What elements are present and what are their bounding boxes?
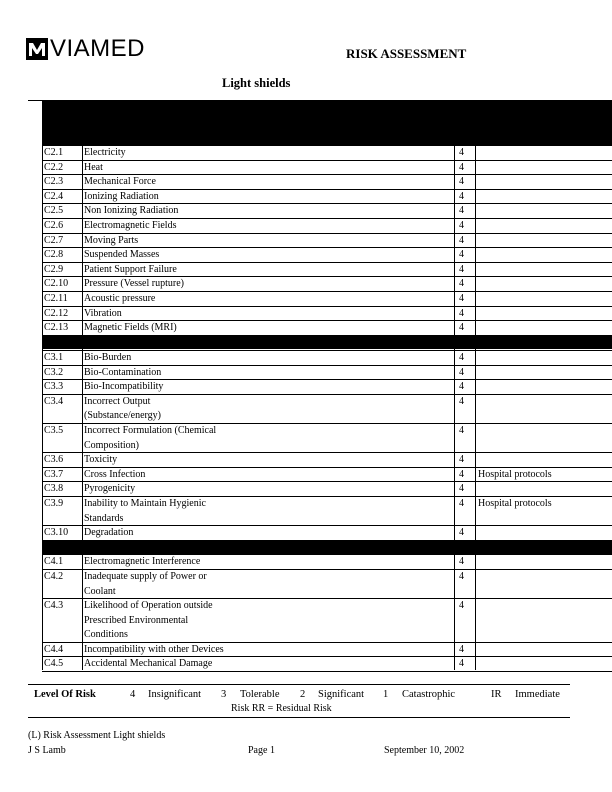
- company-logo: [26, 36, 145, 62]
- legend-num: 1: [383, 689, 389, 700]
- table-row-rule: [42, 671, 612, 672]
- risk-level: 4: [459, 278, 464, 290]
- hazard-description: Bio-Incompatibility: [84, 381, 164, 393]
- risk-level: 4: [459, 643, 464, 655]
- risk-level: 4: [459, 468, 464, 480]
- hazard-description: (Substance/energy): [84, 410, 162, 422]
- table-header-band: [42, 100, 612, 145]
- legend-top-rule: [28, 684, 570, 685]
- hazard-code: C2.9: [44, 263, 64, 275]
- hazard-code: C3.7: [44, 468, 64, 480]
- logo-mark-icon: [26, 38, 48, 60]
- table-row-rule: [42, 145, 612, 146]
- legend-text: Significant: [318, 689, 365, 700]
- risk-level: 4: [459, 395, 464, 407]
- legend-ir-text: Immediate: [515, 689, 560, 700]
- legend-text: Tolerable: [240, 689, 280, 700]
- table-border-left: [42, 145, 43, 670]
- hazard-code: C2.5: [44, 205, 64, 217]
- hazard-description: Incorrect Output: [84, 395, 151, 407]
- hazard-description: Standards: [84, 512, 124, 524]
- hazard-code: C3.2: [44, 366, 64, 378]
- hazard-code: C2.7: [44, 234, 64, 246]
- legend-num: 3: [221, 689, 227, 700]
- section-divider-band: [42, 336, 612, 349]
- risk-level: 4: [459, 249, 464, 261]
- legend-text: Insignificant: [148, 689, 202, 700]
- hazard-description: Vibration: [84, 307, 122, 319]
- legend-ir-code: IR: [491, 689, 502, 700]
- hazard-description: Prescribed Environmental: [84, 614, 189, 626]
- hazard-description: Incorrect Formulation (Chemical: [84, 425, 217, 436]
- legend-label: Level Of Risk: [34, 689, 96, 700]
- section-divider-band: [42, 541, 612, 554]
- logo-text: VIAMED: [50, 35, 146, 62]
- hazard-description: Heat: [84, 161, 103, 173]
- hazard-code: C2.13: [44, 322, 69, 334]
- table-column-rule: [475, 145, 476, 670]
- hazard-description: Coolant: [84, 585, 116, 597]
- hazard-description: Degradation: [84, 527, 134, 539]
- hazard-description: Mechanical Force: [84, 176, 156, 188]
- hazard-code: C3.5: [44, 425, 64, 436]
- hazard-code: C4.2: [44, 571, 64, 582]
- hazard-code: C3.10: [44, 527, 69, 539]
- hazard-code: C3.6: [44, 454, 64, 466]
- table-row-rule: [42, 160, 612, 161]
- risk-level: 4: [459, 234, 464, 246]
- hazard-description: Bio-Burden: [84, 352, 132, 363]
- risk-level: 4: [459, 498, 464, 509]
- document-title: RISK ASSESSMENT: [346, 46, 467, 61]
- hazard-code: C3.1: [44, 352, 64, 363]
- legend-line2: Risk RR = Residual Risk: [231, 703, 332, 714]
- hazard-description: Accidental Mechanical Damage: [84, 658, 213, 670]
- footer-author: J S Lamb: [28, 745, 66, 756]
- table-column-rule: [454, 145, 455, 670]
- risk-level: 4: [459, 263, 464, 275]
- hazard-code: C3.8: [44, 483, 64, 495]
- hazard-code: C3.4: [44, 395, 64, 407]
- hazard-description: Pressure (Vessel rupture): [84, 278, 184, 290]
- hazard-description: Likelihood of Operation outside: [84, 600, 213, 612]
- hazard-description: Patient Support Failure: [84, 263, 177, 275]
- legend-text: Catastrophic: [402, 689, 456, 700]
- risk-level: 4: [459, 658, 464, 670]
- hazard-code: C4.5: [44, 658, 64, 670]
- hazard-code: C3.9: [44, 498, 64, 509]
- risk-level: 4: [459, 176, 464, 188]
- risk-level: 4: [459, 483, 464, 495]
- hazard-code: C2.6: [44, 220, 64, 231]
- hazard-description: Moving Parts: [84, 234, 139, 246]
- hazard-description: Electromagnetic Interference: [84, 556, 201, 568]
- table-row-rule: [42, 335, 612, 336]
- risk-level: 4: [459, 322, 464, 334]
- hazard-description: Incompatibility with other Devices: [84, 643, 224, 655]
- hazard-code: C2.10: [44, 278, 69, 290]
- hazard-code: C2.2: [44, 161, 64, 173]
- hazard-description: Inadequate supply of Power or: [84, 571, 207, 582]
- risk-level: 4: [459, 425, 464, 436]
- risk-level: 4: [459, 352, 464, 363]
- risk-level: 4: [459, 220, 464, 231]
- risk-level: 4: [459, 571, 464, 582]
- legend-bottom-rule: [28, 717, 570, 718]
- hazard-code: C4.3: [44, 600, 64, 612]
- risk-level: 4: [459, 366, 464, 378]
- hazard-description: Suspended Masses: [84, 249, 160, 261]
- hazard-description: Bio-Contamination: [84, 366, 162, 378]
- hazard-code: C2.3: [44, 176, 64, 188]
- risk-level: 4: [459, 527, 464, 539]
- footer-page: Page 1: [248, 745, 275, 756]
- hazard-description: Cross Infection: [84, 468, 146, 480]
- risk-level: 4: [459, 190, 464, 202]
- risk-level: 4: [459, 600, 464, 612]
- control-measure: Hospital protocols: [478, 468, 552, 480]
- hazard-code: C2.1: [44, 147, 64, 158]
- risk-level: 4: [459, 147, 464, 158]
- hazard-description: Ionizing Radiation: [84, 190, 159, 202]
- hazard-code: C2.8: [44, 249, 64, 261]
- hazard-description: Inability to Maintain Hygienic: [84, 498, 206, 509]
- hazard-code: C3.3: [44, 381, 64, 393]
- table-row-rule: [42, 452, 612, 453]
- hazard-code: C4.1: [44, 556, 64, 568]
- hazard-code: C2.12: [44, 307, 69, 319]
- hazard-description: Electricity: [84, 147, 126, 158]
- legend-num: 2: [300, 689, 306, 700]
- hazard-description: Magnetic Fields (MRI): [84, 322, 177, 334]
- hazard-description: Non Ionizing Radiation: [84, 205, 179, 217]
- table-row-rule: [42, 540, 612, 541]
- hazard-description: Toxicity: [84, 454, 118, 466]
- hazard-description: Conditions: [84, 629, 128, 641]
- hazard-description: Composition): [84, 439, 140, 451]
- hazard-description: Electromagnetic Fields: [84, 220, 177, 231]
- footer-date: September 10, 2002: [384, 745, 465, 756]
- hazard-description: Pyrogenicity: [84, 483, 136, 495]
- risk-level: 4: [459, 381, 464, 393]
- table-column-rule: [82, 145, 83, 670]
- risk-level: 4: [459, 307, 464, 319]
- hazard-code: C2.4: [44, 190, 64, 202]
- control-measure: Hospital protocols: [478, 498, 552, 509]
- hazard-code: C4.4: [44, 643, 64, 655]
- footer-doc-ref: (L) Risk Assessment Light shields: [28, 730, 166, 741]
- legend-num: 4: [130, 689, 136, 700]
- hazard-description: Acoustic pressure: [84, 293, 156, 304]
- table-row-rule: [42, 306, 612, 307]
- risk-level: 4: [459, 454, 464, 466]
- document-subtitle: Light shields: [222, 76, 291, 90]
- risk-level: 4: [459, 556, 464, 568]
- hazard-code: C2.11: [44, 293, 68, 304]
- risk-level: 4: [459, 161, 464, 173]
- risk-level: 4: [459, 293, 464, 304]
- risk-level: 4: [459, 205, 464, 217]
